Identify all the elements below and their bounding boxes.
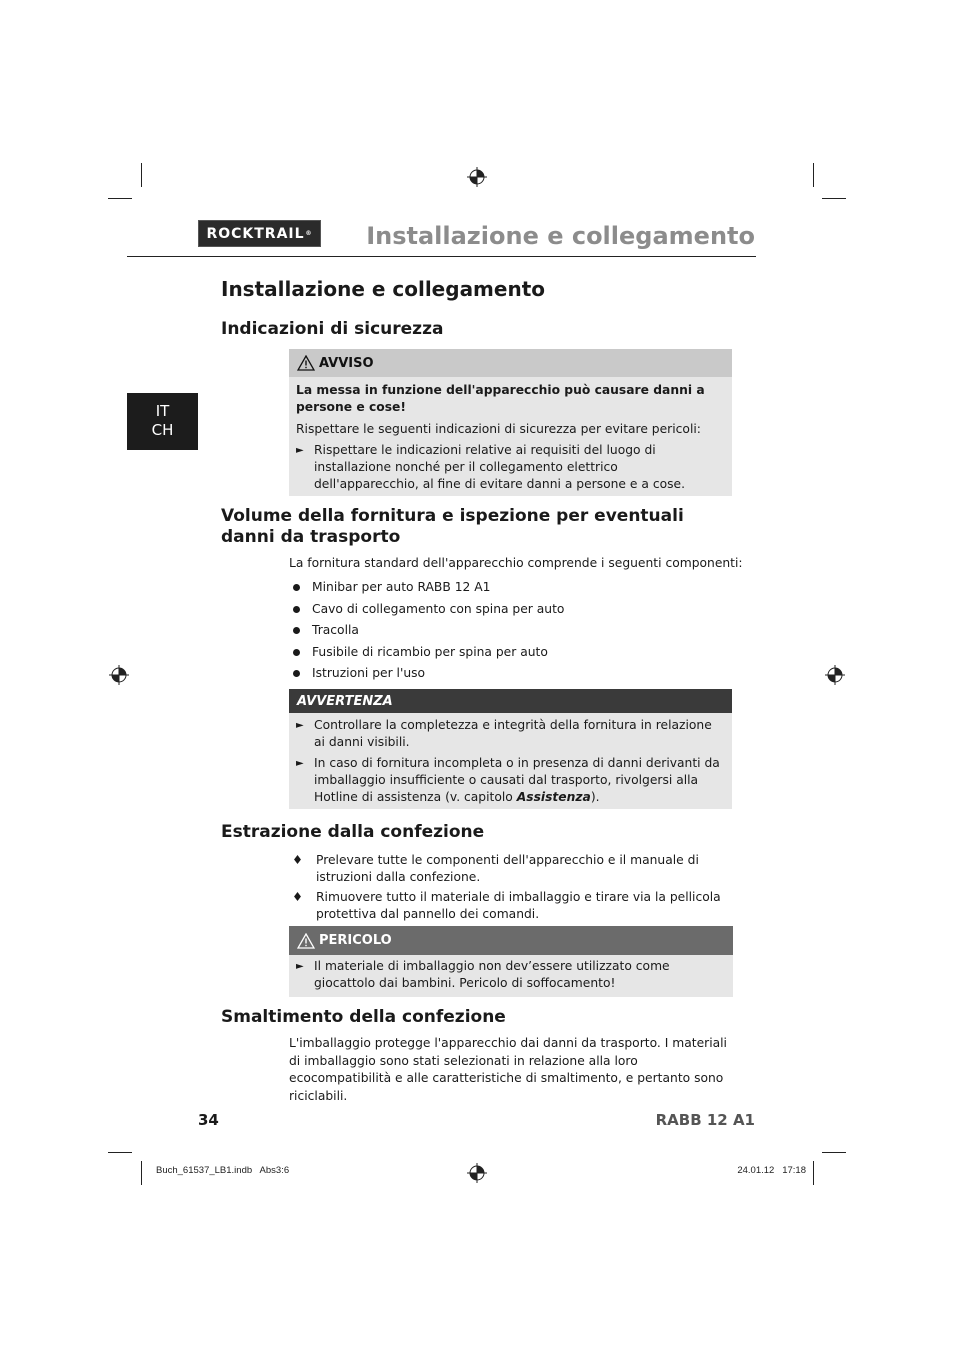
crop-mark <box>822 1152 846 1153</box>
list-item <box>296 958 725 992</box>
arrow-bullet-icon: ► <box>296 720 304 731</box>
delivery-component-list <box>292 579 564 687</box>
list-item-text: Rimuovere tutto il materiale di imballaggio e tirare via la pellicola protettiva dal pannello dei comandi. <box>316 890 721 921</box>
crop-mark <box>141 163 142 187</box>
list-item: Tracolla <box>292 622 564 644</box>
section-heading-safety: Indicazioni di sicurezza <box>221 319 444 339</box>
list-item <box>296 442 724 493</box>
crop-mark <box>813 163 814 187</box>
registration-mark-icon <box>109 665 129 685</box>
registration-mark-icon <box>467 1163 487 1183</box>
list-item: Cavo di collegamento con spina per auto <box>292 601 564 623</box>
warning-label: AVVISO <box>319 355 374 371</box>
arrow-bullet-icon: ► <box>296 961 304 972</box>
list-item <box>292 889 732 923</box>
list-item-text-end: ). <box>590 790 600 804</box>
warning-triangle-icon <box>297 933 315 949</box>
print-slug-file: Buch_61537_LB1.indb Abs3:6 <box>156 1165 290 1176</box>
language-code-it: IT <box>155 402 170 420</box>
list-item: Minibar per auto RABB 12 A1 <box>292 579 564 601</box>
crop-mark <box>141 1161 142 1185</box>
list-item-text: Il materiale di imballaggio non dev’essere utilizzato come giocattolo dai bambini. Pericolo di soffocamento! <box>314 959 670 990</box>
list-item <box>296 717 724 751</box>
page-title: Installazione e collegamento <box>221 277 546 301</box>
brand-name: ROCKTRAIL <box>206 225 305 242</box>
page-header-title: Installazione e collegamento <box>366 222 755 250</box>
list-item-text: Controllare la completezza e integrità della fornitura in relazione ai danni visibili. <box>314 718 712 749</box>
registration-mark-icon <box>467 167 487 187</box>
danger-box-pericolo <box>289 926 733 997</box>
brand-logo <box>198 220 321 247</box>
language-code-ch: CH <box>151 421 174 439</box>
disposal-text: L'imballaggio protegge l'apparecchio dai danni da trasporto. I materiali di imballaggio sono stati selezionati in relazione alla loro ecocompatibilità e alle caratteristiche di smaltimento, e pertanto sono riciclabili. <box>289 1036 727 1103</box>
print-slug-date: 24.01.12 17:18 <box>737 1165 806 1176</box>
model-name: RABB 12 A1 <box>655 1111 755 1129</box>
section-heading-disposal: Smaltimento della confezione <box>221 1007 506 1027</box>
warning-triangle-icon <box>297 355 315 371</box>
list-item <box>296 755 724 806</box>
brand-registered-mark: ® <box>305 230 313 237</box>
section-heading-delivery: Volume della fornitura e ispezione per eventuali danni da trasporto <box>221 506 684 547</box>
warning-box-avviso <box>289 349 732 496</box>
notice-box-avvertenza <box>289 689 732 809</box>
diamond-bullet-icon: ♦ <box>292 853 304 867</box>
delivery-intro: La fornitura standard dell'apparecchio comprende i seguenti componenti: <box>289 556 743 570</box>
crop-mark <box>108 1152 132 1153</box>
notice-label: AVVERTENZA <box>297 693 393 709</box>
crop-mark <box>813 1161 814 1185</box>
list-item-text: In caso di fornitura incompleta o in presenza di danni derivanti da imballaggio insufficiente o causati dal trasporto, rivolgersi alla Hotline di assistenza (v. capitolo <box>314 756 720 804</box>
notice-box-header <box>289 689 732 713</box>
list-item: Istruzioni per l'uso <box>292 665 564 687</box>
warning-box-header <box>289 349 732 377</box>
list-item-text: Prelevare tutte le componenti dell'apparecchio e il manuale di istruzioni dalla confezione. <box>316 853 699 884</box>
arrow-bullet-icon: ► <box>296 758 304 769</box>
crop-mark <box>822 198 846 199</box>
chapter-reference: Assistenza <box>516 790 591 804</box>
warning-statement: La messa in funzione dell'apparecchio può causare danni a persone e cose! <box>296 383 705 414</box>
arrow-bullet-icon: ► <box>296 445 304 456</box>
danger-label: PERICOLO <box>319 933 392 948</box>
list-item <box>292 852 732 886</box>
danger-box-header <box>289 926 733 955</box>
header-divider <box>127 256 756 257</box>
list-item-text: Rispettare le indicazioni relative ai requisiti del luogo di installazione nonché per il collegamento elettrico dell'apparecchio, al fine di evitare danni a persone e a cose. <box>314 443 685 491</box>
page-number: 34 <box>198 1111 219 1129</box>
crop-mark <box>108 198 132 199</box>
section-heading-unpacking: Estrazione dalla confezione <box>221 822 485 842</box>
language-tab <box>127 393 198 450</box>
list-item: Fusibile di ricambio per spina per auto <box>292 644 564 666</box>
warning-intro: Rispettare le seguenti indicazioni di sicurezza per evitare pericoli: <box>296 422 701 436</box>
diamond-bullet-icon: ♦ <box>292 890 304 904</box>
registration-mark-icon <box>825 665 845 685</box>
